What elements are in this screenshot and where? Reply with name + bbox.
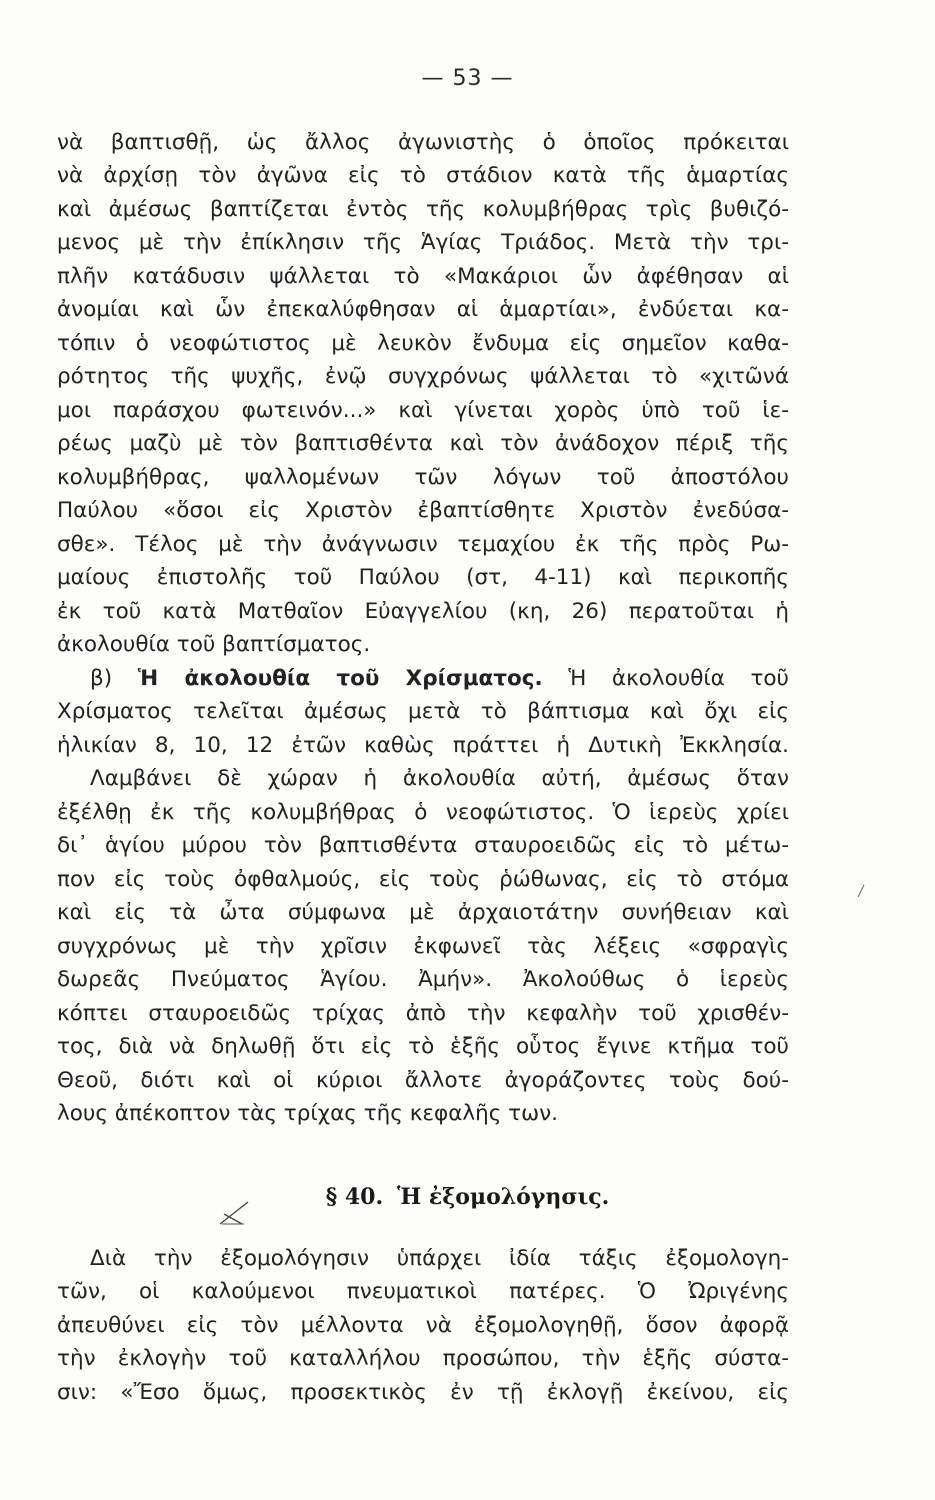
text-line: πον εἰς τοὺς ὀφθαλμούς, εἰς τοὺς ῥώθωνας, εἰς τὸ στόμα: [57, 867, 789, 892]
text-line: ρέως μαζὺ μὲ τὸν βαπτισθέντα καὶ τὸν ἀνάδοχον πέριξ τῆς: [57, 431, 789, 456]
subheading-prefix: β): [90, 666, 138, 691]
text-line: μενος μὲ τὴν ἐπίκλησιν τῆς Ἁγίας Τριάδος. Μετὰ τὴν τρι-: [57, 230, 789, 255]
subheading-title: Ἡ ἀκολουθία τοῦ Χρίσματος.: [137, 666, 543, 691]
text-line: δωρεᾶς Πνεύματος Ἁγίου. Ἀμήν». Ἀκολούθως ὁ ἱερεὺς: [57, 967, 789, 992]
text-line: ρότητος τῆς ψυχῆς, ἐνῷ συγχρόνως ψάλλεται τὸ «χιτῶνά: [57, 364, 789, 389]
text-line: τὴν ἐκλογὴν τοῦ καταλλήλου προσώπου, τὴν ἑξῆς σύστα-: [57, 1346, 789, 1371]
text-line: Παύλου «ὅσοι εἰς Χριστὸν ἐβαπτίσθητε Χριστὸν ἐνεδύσα-: [57, 498, 789, 523]
text-line: ἐκ τοῦ κατὰ Ματθαῖον Εὐαγγελίου (κη, 26) περατοῦται ἡ: [57, 599, 789, 624]
subheading-rest: Ἡ ἀκολουθία τοῦ: [542, 666, 789, 691]
margin-mark-icon: [856, 884, 866, 898]
text-line: τόπιν ὁ νεοφώτιστος μὲ λευκὸν ἔνδυμα εἰς σημεῖον καθα-: [57, 331, 789, 356]
text-line: τος, διὰ νὰ δηλωθῇ ὅτι εἰς τὸ ἑξῆς οὗτος ἔγινε κτῆμα τοῦ: [57, 1034, 789, 1059]
text-line: Λαμβάνει δὲ χώραν ἡ ἀκολουθία αὐτή, ἀμέσως ὅταν: [90, 766, 789, 791]
section-title: Ἡ ἐξομολόγησις.: [397, 1184, 610, 1210]
text-line: ἡλικίαν 8, 10, 12 ἐτῶν καθὼς πράττει ἡ Δυτικὴ Ἐκκλησία.: [57, 733, 789, 758]
text-line: μαίους ἐπιστολῆς τοῦ Παύλου (στ, 4-11) καὶ περικοπῆς: [57, 565, 789, 590]
text-line: τῶν, οἱ καλούμενοι πνευματικοὶ πατέρες. Ὁ Ὠριγένης: [57, 1279, 789, 1304]
text-line: λους ἀπέκοπτον τὰς τρίχας τῆς κεφαλῆς των.: [57, 1101, 558, 1126]
text-line: καὶ εἰς τὰ ὦτα σύμφωνα μὲ ἀρχαιοτάτην συνήθειαν καὶ: [57, 900, 789, 925]
page-number: — 53 —: [421, 66, 514, 91]
subheading-line: [90, 664, 789, 694]
text-line: δι᾽ ἁγίου μύρου τὸν βαπτισθέντα σταυροειδῶς εἰς τὸ μέτω-: [57, 833, 789, 858]
text-line: ἀπευθύνει εἰς τὸν μέλλοντα νὰ ἐξομολογηθῇ, ὅσον ἀφορᾷ: [57, 1313, 789, 1338]
section-heading: [0, 1184, 935, 1210]
section-number: § 40.: [325, 1184, 384, 1210]
text-line: ἀκολουθία τοῦ βαπτίσματος.: [57, 632, 371, 657]
text-line: νὰ βαπτισθῇ, ὡς ἄλλος ἀγωνιστὴς ὁ ὁποῖος πρόκειται: [57, 130, 789, 155]
text-line: συγχρόνως μὲ τὴν χρῖσιν ἐκφωνεῖ τὰς λέξεις «σφραγὶς: [57, 934, 789, 959]
text-line: κόπτει σταυροειδῶς τρίχας ἀπὸ τὴν κεφαλὴν τοῦ χρισθέν-: [57, 1001, 789, 1026]
text-line: κολυμβήθρας, ψαλλομένων τῶν λόγων τοῦ ἀποστόλου: [57, 465, 789, 490]
text-line: Θεοῦ, διότι καὶ οἱ κύριοι ἄλλοτε ἀγοράζοντες τοὺς δού-: [57, 1068, 789, 1093]
text-line: νὰ ἀρχίσῃ τὸν ἀγῶνα εἰς τὸ στάδιον κατὰ τῆς ἁμαρτίας: [57, 163, 789, 188]
text-line: Χρίσματος τελεῖται ἀμέσως μετὰ τὸ βάπτισμα καὶ ὄχι εἰς: [57, 699, 789, 724]
text-line: καὶ ἀμέσως βαπτίζεται ἐντὸς τῆς κολυμβήθρας τρὶς βυθιζό-: [57, 197, 789, 222]
text-line: σθε». Τέλος μὲ τὴν ἀνάγνωσιν τεμαχίου ἐκ τῆς πρὸς Ρω-: [57, 532, 789, 557]
text-line: σιν: «Ἔσο ὅμως, προσεκτικὸς ἐν τῇ ἐκλογῇ ἐκείνου, εἰς: [57, 1380, 789, 1405]
text-line: μοι παράσχου φωτεινόν...» καὶ γίνεται χορὸς ὑπὸ τοῦ ἱε-: [57, 398, 789, 423]
text-line: ἐξέλθῃ ἐκ τῆς κολυμβήθρας ὁ νεοφώτιστος. Ὁ ἱερεὺς χρίει: [57, 800, 789, 825]
text-line: ἀνομίαι καὶ ὧν ἐπεκαλύφθησαν αἱ ἁμαρτίαι», ἐνδύεται κα-: [57, 297, 789, 322]
text-line: Διὰ τὴν ἐξομολόγησιν ὑπάρχει ἰδία τάξις ἐξομολογη-: [90, 1246, 789, 1271]
text-line: πλῆν κατάδυσιν ψάλλεται τὸ «Μακάριοι ὧν ἀφέθησαν αἱ: [57, 264, 789, 289]
